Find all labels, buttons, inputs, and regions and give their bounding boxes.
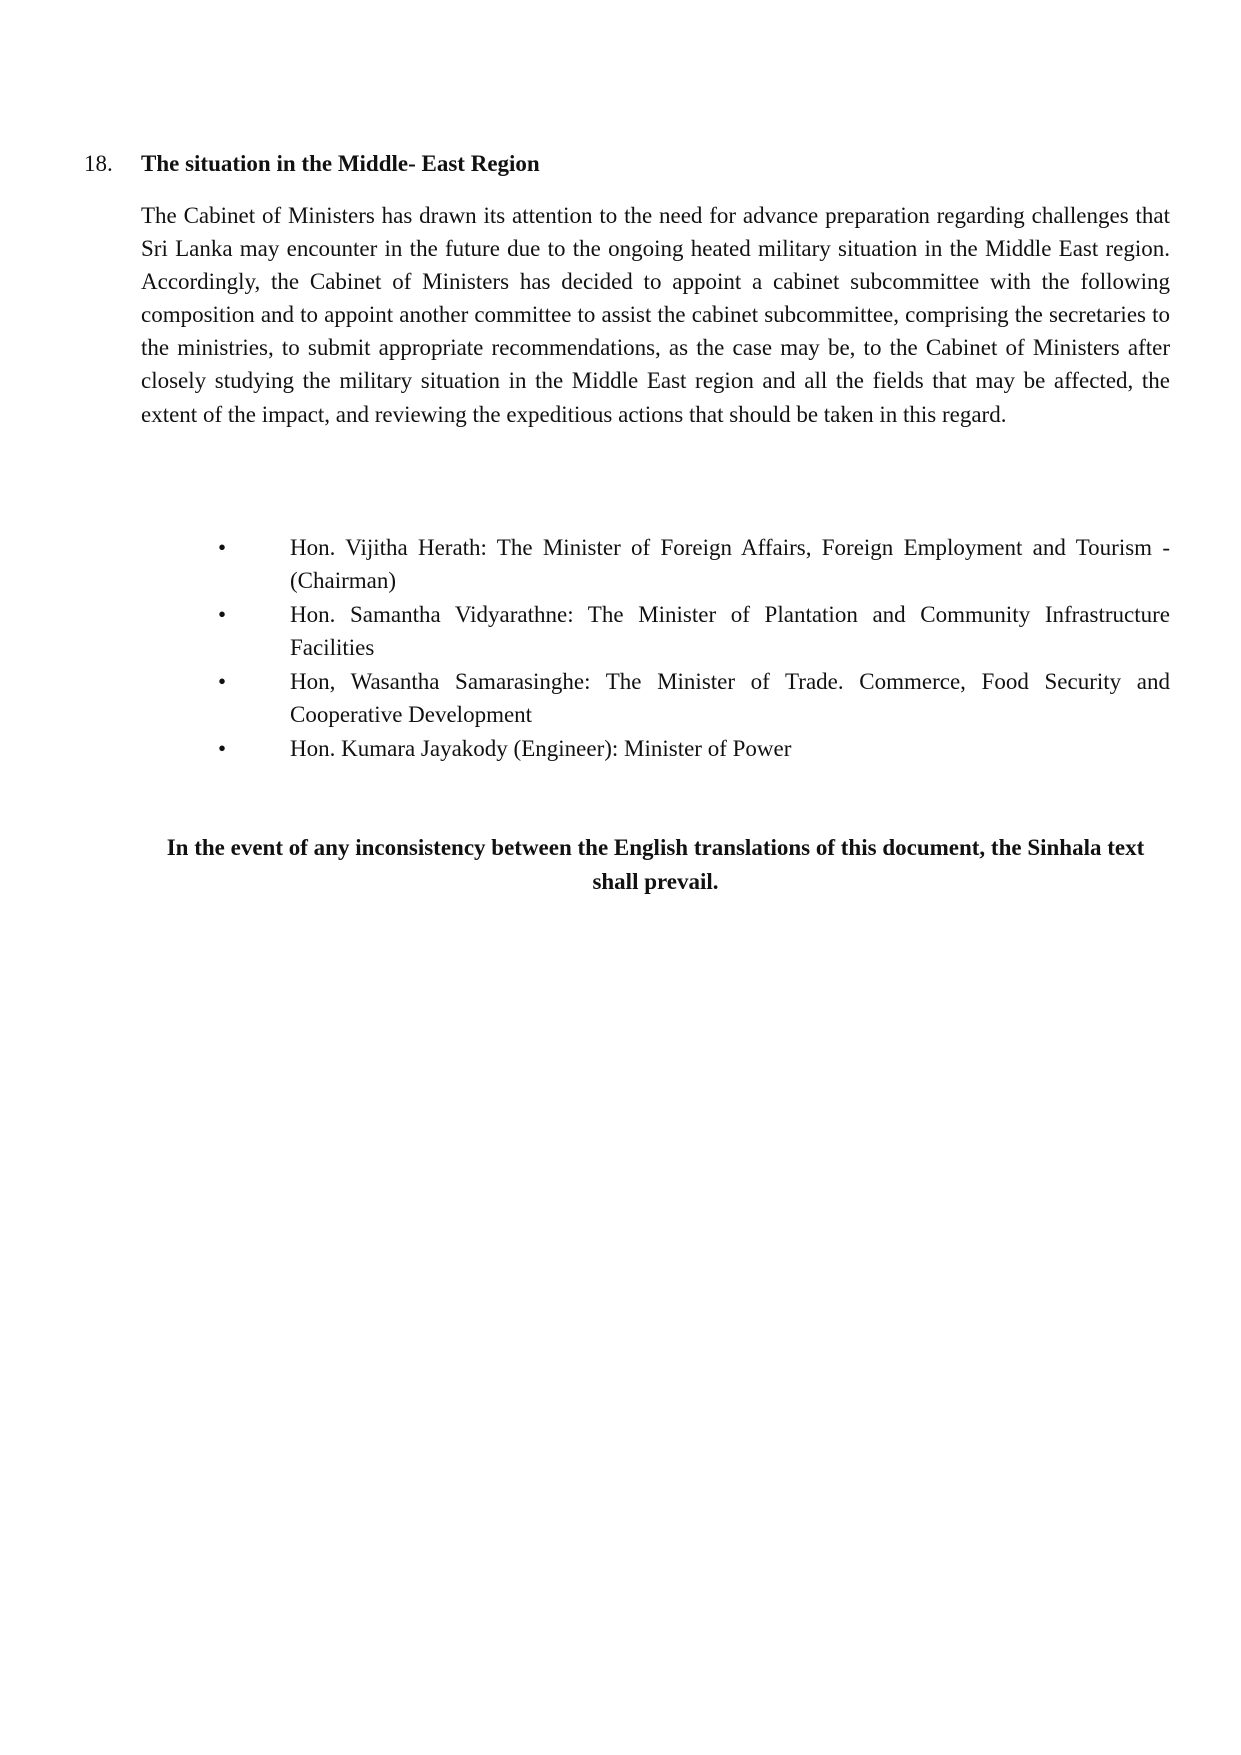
list-item <box>214 732 1170 765</box>
subcommittee-member-list <box>214 531 1170 766</box>
member-text: Hon, Wasantha Samarasinghe: The Minister of Trade. Commerce, Food Security and Cooperative Development <box>290 669 1170 727</box>
list-item <box>214 665 1170 731</box>
section-title: The situation in the Middle- East Region <box>141 151 540 176</box>
bullet-icon: • <box>218 669 227 694</box>
section-number: 18. <box>84 151 113 176</box>
language-prevail-note: In the event of any inconsistency between the English translations of this document, the Sinhala text shall prevail. <box>166 835 1145 894</box>
section-body: The Cabinet of Ministers has drawn its attention to the need for advance preparation regarding challenges that Sri Lanka may encounter in the future due to the ongoing heated military situation in the Middle East region. Accordingly, the Cabinet of Ministers has decided to appoint a cabinet subcommittee with the following composition and to appoint another committee to assist the cabinet subcommittee, comprising the secretaries to the ministries, to submit appropriate recommendations, as the case may be, to the Cabinet of Ministers after closely studying the military situation in the Middle East region and all the fields that may be affected, the extent of the impact, and reviewing the expeditious actions that should be taken in this regard. <box>141 203 1170 427</box>
bullet-icon: • <box>218 535 227 560</box>
bullet-icon: • <box>218 736 227 761</box>
member-text: Hon. Kumara Jayakody (Engineer): Minister of Power <box>290 736 792 761</box>
list-item <box>214 598 1170 664</box>
bullet-icon: • <box>218 602 227 627</box>
member-text: Hon. Vijitha Herath: The Minister of Foreign Affairs, Foreign Employment and Tourism - (Chairman) <box>290 535 1170 593</box>
list-item <box>214 531 1170 597</box>
member-text: Hon. Samantha Vidyarathne: The Minister of Plantation and Community Infrastructure Facilities <box>290 602 1170 660</box>
